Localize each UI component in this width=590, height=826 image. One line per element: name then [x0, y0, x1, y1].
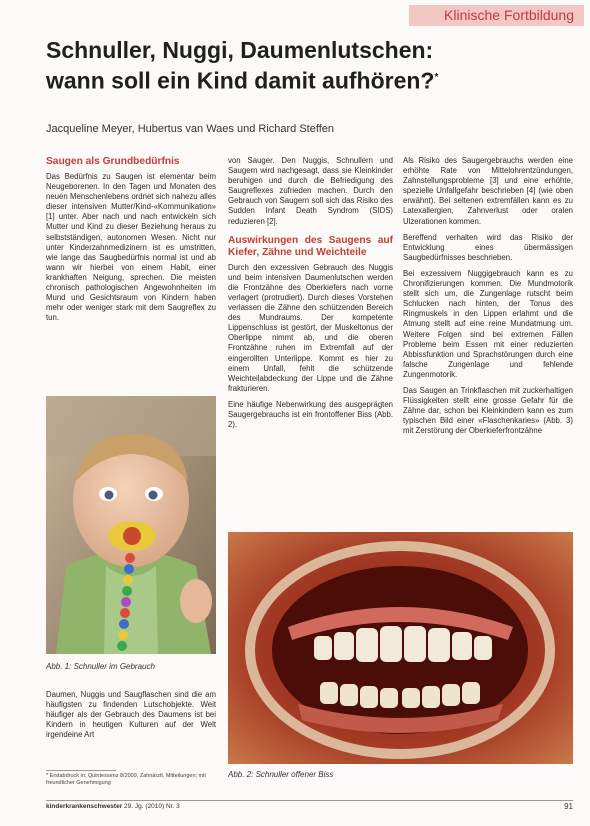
figure-1-caption: Abb. 1: Schnuller im Gebrauch	[46, 662, 155, 671]
title-line-1: Schnuller, Nuggi, Daumenlutschen:	[46, 37, 434, 63]
footer-journal	[46, 803, 180, 810]
col2-paragraph-1: von Sauger. Den Nuggis, Schnullern und Saugern wird nachgesagt, dass sie Kleinkinder beruhigen und durch die Befriedigung des Saugreflexes zufrieden machen. Durch den Gebrauch von Saugern soll sich das Risiko des Sudden Infant Death Syndrom (SIDS) reduzieren [2].	[228, 156, 393, 226]
col2-paragraph-3: Eine häufige Nebenwirkung des ausgeprägten Saugergebrauchs ist ein frontoffener Biss (Abb. 2).	[228, 399, 393, 430]
column-1-bottom	[46, 690, 216, 746]
col1-paragraph-1: Das Bedürfnis zu Saugen ist elementar beim Neugeborenen. In den Tagen und Monaten des neuen Menschenlebens ordnet sich nahezu alles dieser intensiven Mutter/Kind-«Kommunikation» [1] unter. Aber nach und nach entwickeln sich Mutter und Kind zu dieser Beziehung heraus zu selbstständigen, autonomen Wesen. Nicht nur unter Kinderzahnmedizinern ist es umstritten, wie lange das Saugbedürfnis normal ist und ab wann wir hierbei von einem Habit, einer krankhaften Neigung, sprechen. Die meisten chronisch pathologischen Angewohnheiten im Mund und Gesichtsraum von Kindern haben mehr oder weniger stark mit dem Saugreflex zu tun.	[46, 172, 216, 323]
footnote: * Erstabdruck in: Quintessenz 8/2009, Zahnärztl. Mitteilungen; mit freundlicher Genehmigung	[46, 773, 206, 786]
col3-paragraph-2: Bereffend verhalten wird das Risiko der Entwicklung eines übermässigen Saugbedürfnisses beschrieben.	[403, 232, 573, 262]
title-line-2: wann soll ein Kind damit aufhören?	[46, 67, 435, 94]
heading-auswirkungen: Auswirkungen des Saugens auf Kiefer, Zähne und Weichteile	[228, 234, 393, 258]
column-2	[228, 156, 393, 436]
col3-paragraph-1: Als Risiko des Saugergebrauchs werden eine erhöhte Rate von Mittelohrentzündungen, Zahnstellungsprobleme [3] und eine erhöhte, spezielle Unfallgefahr beschrieben [4] (wie oben erwähnt). Bei seltenen extremfällen kann es zu Latexallergien, Zahnverlust oder oralen Ulzerationen kommen.	[403, 156, 573, 226]
col3-paragraph-4: Das Saugen an Trinkflaschen mit zuckerhaltigen Flüssigkeiten stellt eine grosse Gefahr für die Zähne dar, schon bei Kleinkindern kann es zum typischen Bild einer «Flaschenkaries» (Abb. 3) mit Zerstörung der Oberkieferfrontzähne	[403, 385, 573, 436]
title-footnote-mark: *	[434, 72, 439, 83]
figure-2-open-bite	[228, 532, 573, 764]
section-tab: Klinische Fortbildung	[409, 5, 584, 26]
article-title	[46, 37, 566, 95]
col2-paragraph-2: Durch den exzessiven Gebrauch des Nuggis und beim intensiven Daumenlutschen werden die Frontzähne des Oberkiefers nach vorne verlagert (protrudiert). Durch dieses Vorstehen verlassen die Zähne den schützenden Bereich des Mundraums. Der kompetente Lippenschluss ist gestört, der Muskeltonus der Oberlippe nimmt ab, und die oberen Frontzähne ruhen im Extremfall auf der eingerollten Unterlippe. Kommt es hier zu einem Unfall, fehlt die schützende Weichteilabdeckung der Lippe und die Zähne frakturieren.	[228, 262, 393, 393]
footer-rule	[46, 800, 573, 801]
journal-name: kinderkrankenschwester	[46, 803, 123, 810]
authors: Jacqueline Meyer, Hubertus van Waes und Richard Steffen	[46, 123, 334, 135]
figure-1-child-pacifier	[46, 396, 216, 654]
column-3	[403, 156, 573, 442]
heading-saugen: Saugen als Grundbedürfnis	[46, 156, 180, 167]
column-1-top	[46, 156, 216, 329]
page-number: 91	[564, 802, 573, 811]
journal-issue: 29. Jg. (2010) Nr. 3	[124, 803, 180, 810]
footnote-rule	[46, 770, 116, 771]
figure-2-caption: Abb. 2: Schnuller offener Biss	[228, 770, 334, 779]
col3-paragraph-3: Bei exzessivem Nuggigebrauch kann es zu Chronifizierungen kommen. Die Mundmotorik stellt sich um, die Zungenlage rutscht beim Schlucken nach hinten, der Tonus des Ringmuskels in den Lippen erlahmt und die Atmung stellt auf eine reine Mundatmung um. Weitere Folgen sind bei extremen Fällen Probleme beim Essen mit einer reduzierten Abbissfunktion und Sprachstörungen durch eine falsche Zungenlage und fehlende Zungenmotorik.	[403, 268, 573, 379]
col1-paragraph-2: Daumen, Nuggis und Saugflaschen sind die am häufigsten zu findenden Lutschobjekte. Weit häufiger als der Gebrauch des Daumens ist bei Kindern in heutigen Kulturen auf der Welt irgendeine Art	[46, 690, 216, 740]
